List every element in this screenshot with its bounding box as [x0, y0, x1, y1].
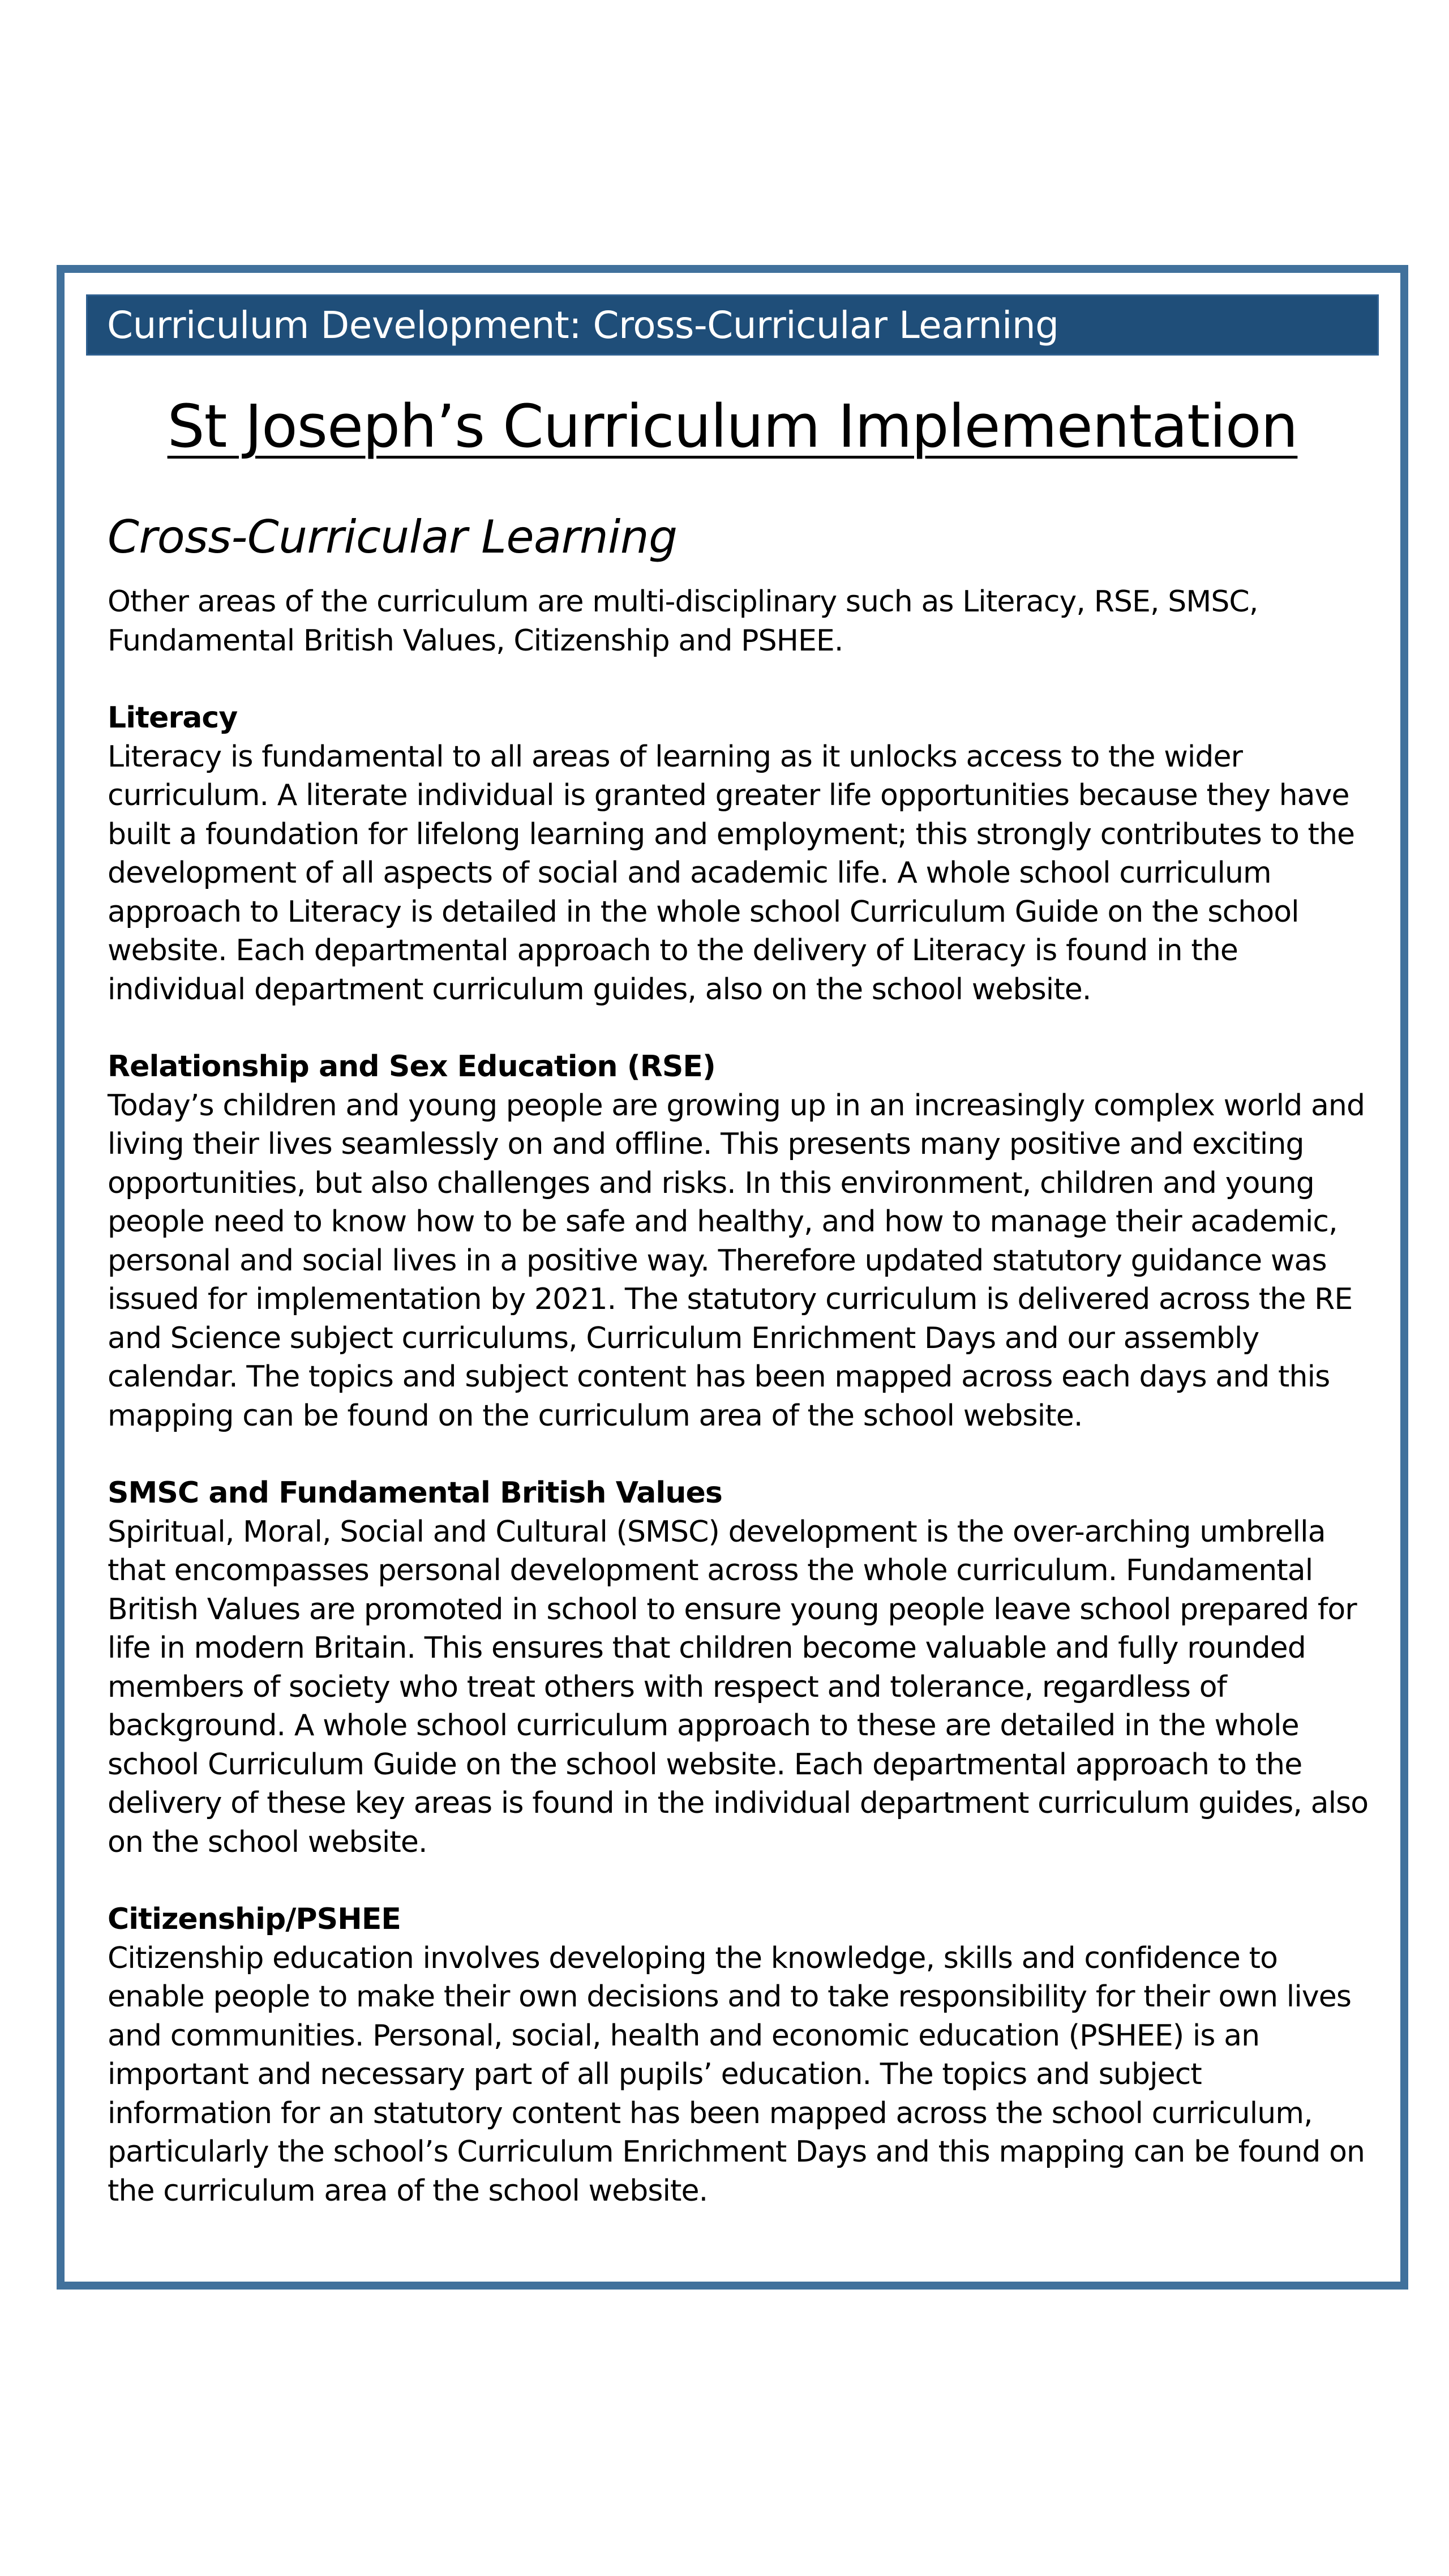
- literacy-heading: Literacy: [108, 701, 238, 735]
- literacy-section: [108, 699, 1370, 1009]
- section-heading: Cross-Curricular Learning: [108, 511, 678, 563]
- header-banner: [86, 294, 1379, 356]
- rse-body: Today’s children and young people are growing up in an increasingly complex world and living their lives seamlessly on and offline. This presents many positive and exciting opportunities, but also challenges and risks. In this environment, children and young people need to know how to be safe and healthy, and how to manage their academic, personal and social lives in a positive way. Therefore updated statutory guidance was issued for implementation by 2021. The statutory curriculum is delivered across the RE and Science subject curriculums, Curriculum Enrichment Days and our assembly calendar. The topics and subject content has been mapped across each days and this mapping can be found on the curriculum area of the school website.: [108, 1088, 1365, 1433]
- citizenship-heading: Citizenship/PSHEE: [108, 1902, 401, 1936]
- document-frame: [57, 265, 1408, 2290]
- smsc-body: Spiritual, Moral, Social and Cultural (SMSC) development is the over-arching umbrella that encompasses personal development across the whole curriculum. Fundamental British Values are promoted in school to ensure young people leave school prepared for life in modern Britain. This ensures that children become valuable and fully rounded members of society who treat others with respect and tolerance, regardless of background. A whole school curriculum approach to these are detailed in the whole school Curriculum Guide on the school website. Each departmental approach to the delivery of these key areas is found in the individual department curriculum guides, also on the school website.: [108, 1514, 1369, 1859]
- rse-section: [108, 1047, 1370, 1435]
- citizenship-body: Citizenship education involves developing the knowledge, skills and confidence to enable people to make their own decisions and to take responsibility for their own lives and communities. Personal, social, health and economic education (PSHEE) is an important and necessary part of all pupils’ education. The topics and subject information for an statutory content has been mapped across the school curriculum, particularly the school’s Curriculum Enrichment Days and this mapping can be found on the curriculum area of the school website.: [108, 1941, 1365, 2208]
- banner-title: Curriculum Development: Cross-Curricular Learning: [107, 303, 1059, 347]
- literacy-body: Literacy is fundamental to all areas of learning as it unlocks access to the wider curriculum. A literate individual is granted greater life opportunities because they have built a foundation for lifelong learning and employment; this strongly contributes to the development of all aspects of social and academic life. A whole school curriculum approach to Literacy is detailed in the whole school Curriculum Guide on the school website. Each departmental approach to the delivery of Literacy is found in the individual department curriculum guides, also on the school website.: [108, 739, 1355, 1007]
- document-body: [108, 511, 1370, 2249]
- rse-heading: Relationship and Sex Education (RSE): [108, 1050, 715, 1084]
- intro-paragraph: Other areas of the curriculum are multi-disciplinary such as Literacy, RSE, SMSC, Fundamental British Values, Citizenship and PSHEE.: [108, 585, 1258, 658]
- page-title: St Joseph’s Curriculum Implementation: [167, 392, 1298, 461]
- smsc-heading: SMSC and Fundamental British Values: [108, 1476, 722, 1510]
- smsc-section: [108, 1474, 1370, 1862]
- citizenship-section: [108, 1900, 1370, 2210]
